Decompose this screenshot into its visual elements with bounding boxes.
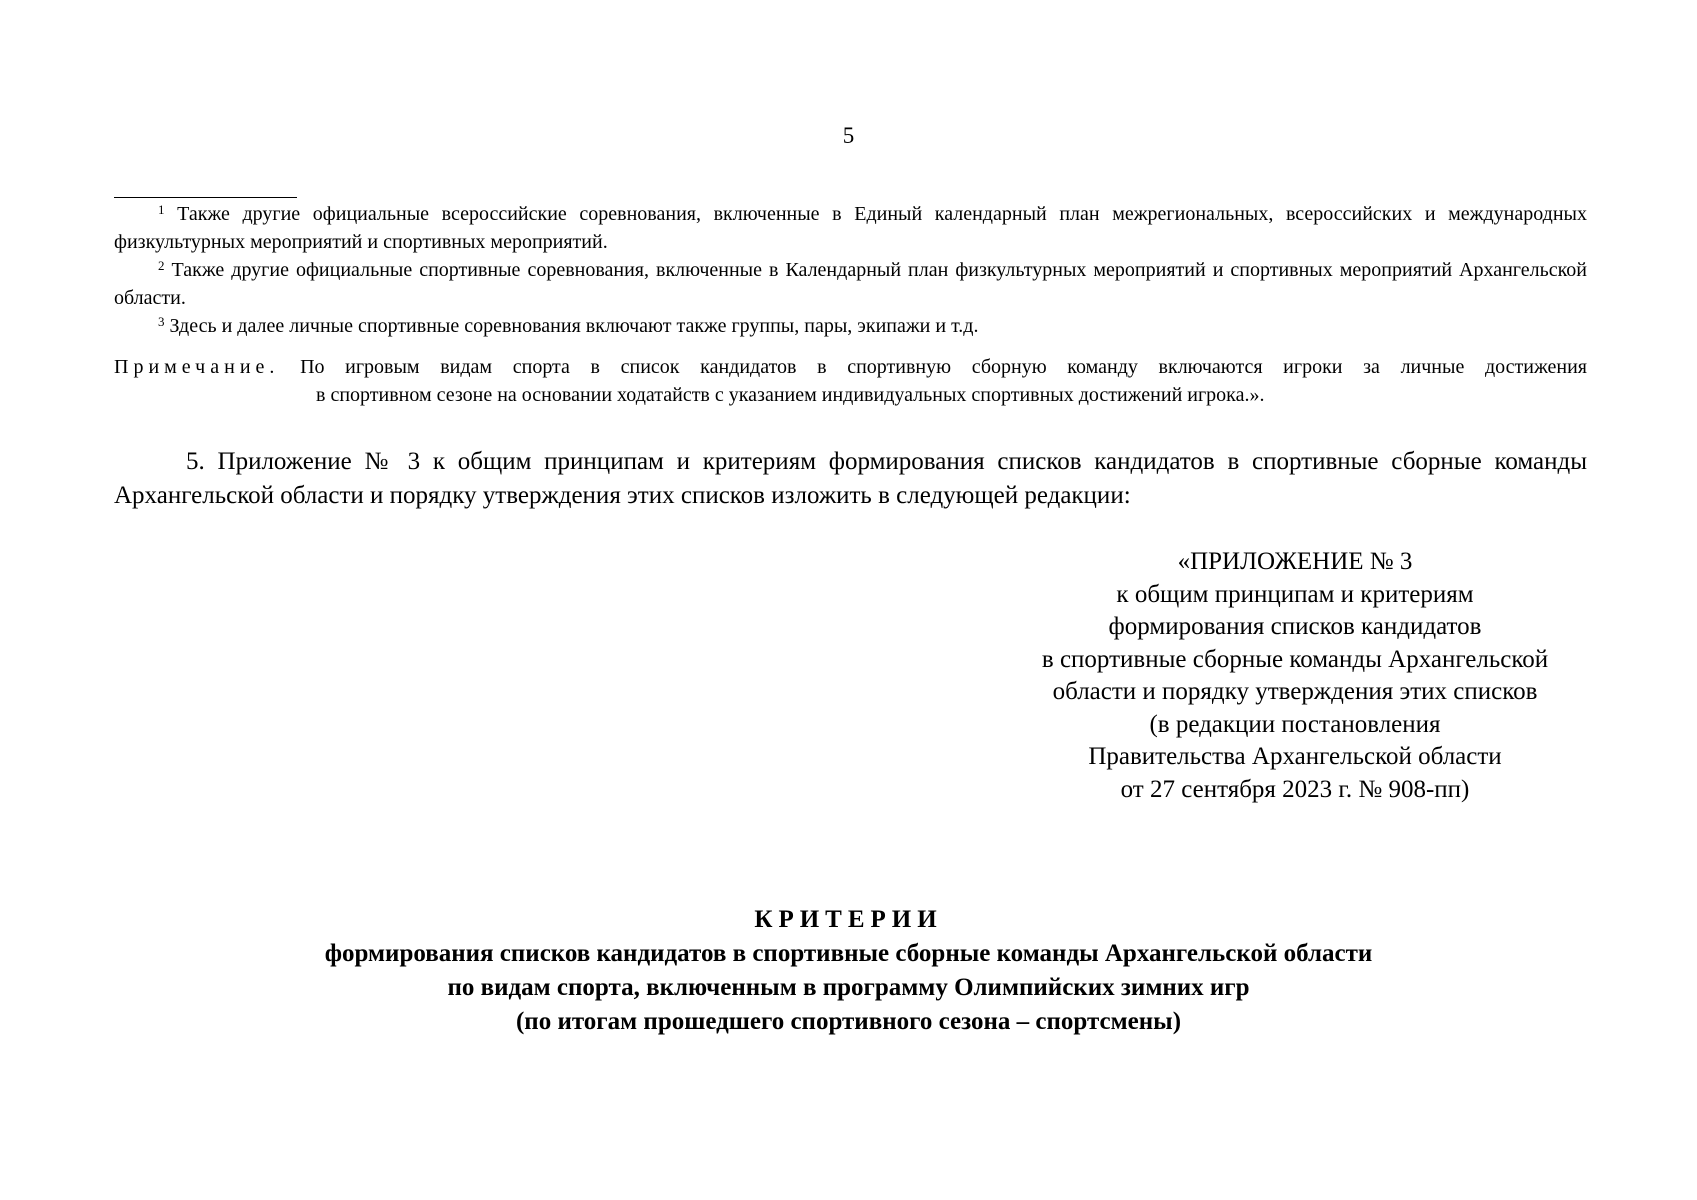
page-number: 5 — [842, 123, 855, 148]
appendix-line: Правительства Архангельской области — [1088, 743, 1502, 770]
item-5-paragraph: 5. Приложение № 3 к общим принципам и критериям формирования списков кандидатов в спортивные сборные команды Архангельской области и порядку утверждения этих списков изложить в следующей редакции: — [114, 448, 1587, 509]
criteria-heading — [0, 903, 1697, 1039]
appendix-heading — [1000, 546, 1590, 806]
appendix-line: области и порядку утверждения этих списков — [1052, 678, 1538, 705]
note-text: По игровым видам спорта в список кандидатов в спортивную сборную команду включаются игроки за личные достижения — [300, 356, 1588, 378]
criteria-subtitle-line: (по итогам прошедшего спортивного сезона – спортсмены) — [515, 1008, 1182, 1035]
note-line-2: в спортивном сезоне на основании ходатайств с указанием индивидуальных спортивных достижений игрока.». — [316, 384, 1265, 406]
footnote-separator — [114, 197, 297, 198]
footnote-2 — [114, 256, 1587, 312]
appendix-line: формирования списков кандидатов — [1108, 613, 1482, 640]
footnote-text: Также другие официальные спортивные соревнования, включенные в Календарный план физкультурных мероприятий и спортивных мероприятий Архангельской области. — [114, 259, 1588, 309]
footnote-number: 2 — [158, 258, 165, 273]
criteria-subtitle-line: по видам спорта, включенным в программу Олимпийских зимних игр — [447, 974, 1250, 1001]
appendix-line: к общим принципам и критериям — [1116, 580, 1474, 608]
appendix-line: от 27 сентября 2023 г. № 908-пп) — [1120, 775, 1470, 803]
footnote-3 — [114, 312, 1587, 340]
footnote-1 — [114, 200, 1587, 256]
note-line-1 — [114, 353, 1587, 381]
footnote-text: Также другие официальные всероссийские соревнования, включенные в Единый календарный план межрегиональных, всероссийских и международных физкультурных мероприятий и спортивных мероприятий. — [114, 203, 1587, 253]
criteria-title: КРИТЕРИИ — [754, 906, 943, 933]
footnote-number: 1 — [158, 202, 165, 217]
appendix-line: «ПРИЛОЖЕНИЕ № 3 — [1177, 548, 1413, 575]
note-label: Примечание. — [114, 356, 280, 378]
footnote-number: 3 — [158, 314, 165, 329]
note — [114, 353, 1587, 409]
appendix-line: (в редакции постановления — [1149, 710, 1441, 738]
appendix-line: в спортивные сборные команды Архангельской — [1041, 645, 1549, 673]
criteria-subtitle-line: формирования списков кандидатов в спортивные сборные команды Архангельской области — [324, 940, 1373, 967]
footnote-text: Здесь и далее личные спортивные соревнования включают также группы, пары, экипажи и т.д. — [169, 315, 979, 337]
footnotes — [114, 200, 1587, 340]
